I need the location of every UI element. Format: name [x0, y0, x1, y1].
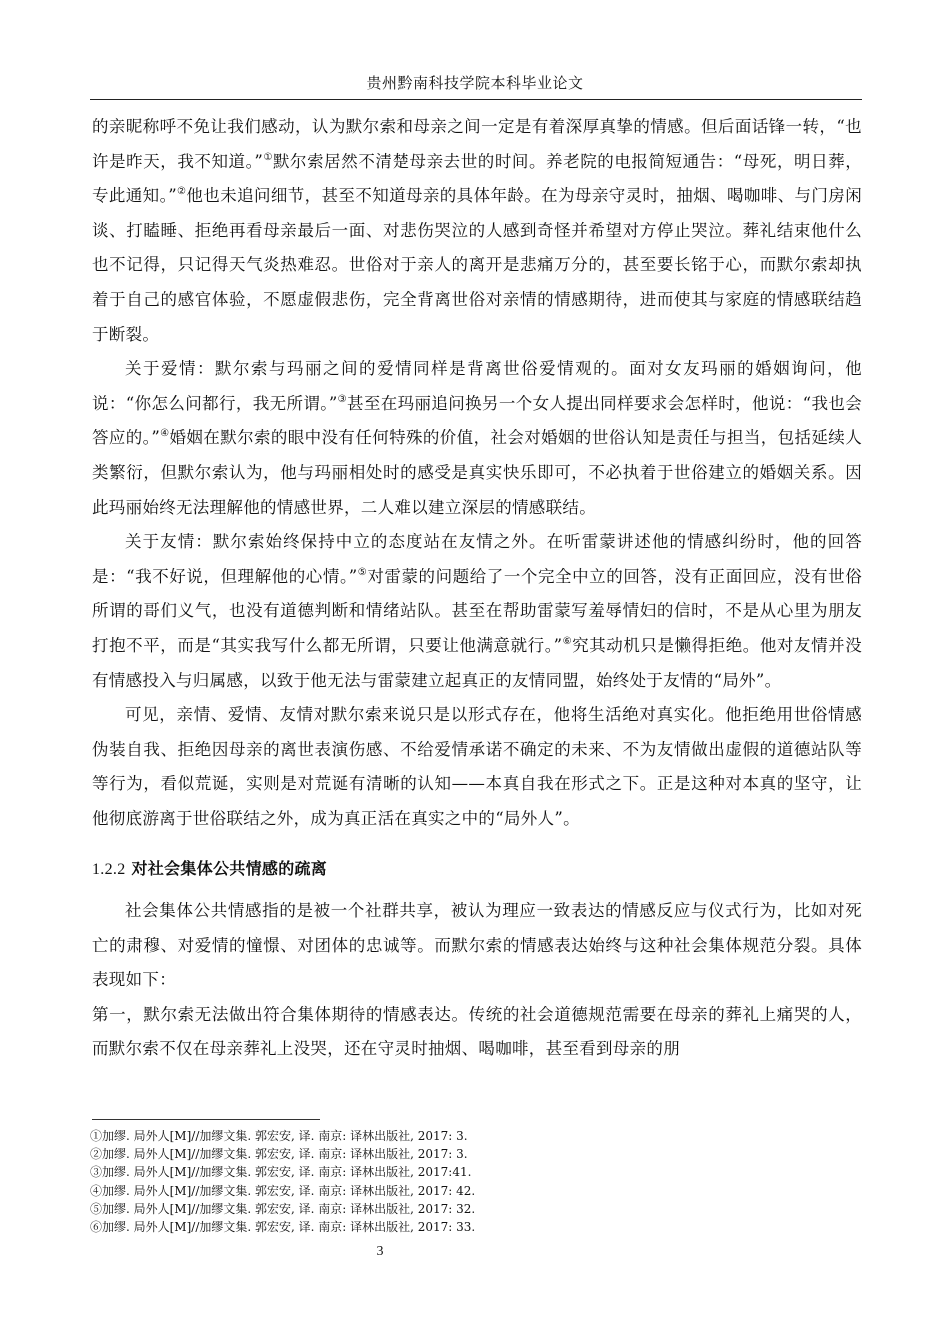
- footnote: ③加缪. 局外人[M]//加缪文集. 郭宏安, 译. 南京: 译林出版社, 2017:41.: [90, 1165, 472, 1180]
- header-rule: [90, 99, 862, 100]
- text-run: 关于爱情：默尔索与玛丽之间的爱情同样是背离世俗爱情观的。面对女友玛丽的婚姻询问，他说：“你怎么问都行，我无所谓。”: [92, 359, 862, 413]
- body-text: [92, 110, 862, 1067]
- footnote: ④加缪. 局外人[M]//加缪文集. 郭宏安, 译. 南京: 译林出版社, 2017: 42.: [90, 1183, 476, 1198]
- paragraph-friendship: [92, 525, 862, 698]
- footnote: ②加缪. 局外人[M]//加缪文集. 郭宏安, 译. 南京: 译林出版社, 2017: 3.: [90, 1147, 468, 1162]
- paragraph-family: [92, 110, 862, 352]
- text-run: 甚至在玛丽追问换另一个女人提出同样要求会怎样时，他说：“我也会答应的。”: [92, 393, 862, 448]
- page-number: 3: [376, 1244, 384, 1259]
- footnote-separator: [92, 1119, 320, 1120]
- footnotes: [90, 1127, 790, 1236]
- footnote-ref[interactable]: ③: [337, 393, 347, 405]
- section-heading: [92, 852, 862, 888]
- footnote: ⑤加缪. 局外人[M]//加缪文集. 郭宏安, 译. 南京: 译林出版社, 2017: 32.: [90, 1201, 476, 1216]
- text-run: 关于友情：默尔索始终保持中立的态度站在友情之外。在听雷蒙讲述他的情感纠纷时，他的回答是：“我不好说，但理解他的心情。”: [92, 532, 862, 586]
- paragraph-first-point: 第一，默尔索无法做出符合集体期待的情感表达。传统的社会道德规范需要在母亲的葬礼上痛哭的人，而默尔索不仅在母亲葬礼上没哭，还在守灵时抽烟、喝咖啡，甚至看到母亲的朋: [92, 1004, 862, 1059]
- paragraph-love: [92, 352, 862, 525]
- section-number: 1.2.2: [92, 861, 126, 879]
- footnote-ref[interactable]: ②: [176, 186, 187, 198]
- footnote: ⑥加缪. 局外人[M]//加缪文集. 郭宏安, 译. 南京: 译林出版社, 2017: 33.: [90, 1220, 476, 1235]
- text-run: 对雷蒙的问题给了一个完全中立的回答，没有正面回应，没有世俗所谓的哥们义气，也没有道德判断和情绪站队。甚至在帮助雷蒙写羞辱情妇的信时，不是从心里为朋友打抱不平，而是“其实我写什么都无所谓，只要让他满意就行。”: [92, 566, 862, 655]
- footnote-ref[interactable]: ①: [263, 151, 273, 163]
- paragraph-collective: 社会集体公共情感指的是被一个社群共享，被认为理应一致表达的情感反应与仪式行为，比如对死亡的肃穆、对爱情的憧憬、对团体的忠诚等。而默尔索的情感表达始终与这种社会集体规范分裂。具体表现如下：: [92, 901, 862, 990]
- running-header: 贵州黔南科技学院本科毕业论文: [366, 74, 584, 92]
- paragraph-summary: 可见，亲情、爱情、友情对默尔索来说只是以形式存在，他将生活绝对真实化。他拒绝用世俗情感伪装自我、拒绝因母亲的离世表演伤感、不给爱情承诺不确定的未来、不为友情做出虚假的道德站队等等行为，看似荒诞，实则是对荒诞有清晰的认知——本真自我在形式之下。正是这种对本真的坚守，让他彻底游离于世俗联结之外，成为真正活在真实之中的“局外人”。: [92, 705, 862, 828]
- footnote: ①加缪. 局外人[M]//加缪文集. 郭宏安, 译. 南京: 译林出版社, 2017: 3.: [90, 1129, 468, 1143]
- text-run: 默尔索居然不清楚母亲去世的时间。养老院的电报简短通告：“母死，明日葬，专此通知。”: [92, 151, 863, 206]
- footnote-ref[interactable]: ④: [160, 428, 170, 440]
- text-run: 他也未追问细节，甚至不知道母亲的具体年龄。在为母亲守灵时，抽烟、喝咖啡、与门房闲谈、打瞌睡、拒绝再看母亲最后一面、对悲伤哭泣的人感到奇怪并希望对方停止哭泣。葬礼结束他什么也不记得，只记得天气炎热难忍。世俗对于亲人的离开是悲痛万分的，甚至要长铭于心，而默尔索却执着于自己的感官体验，不愿虚假悲伤，完全背离世俗对亲情的情感期待，进而使其与家庭的情感联结趋于断裂。: [92, 186, 862, 344]
- text-run: 的亲昵称呼不免让我们感动，认为默尔索和母亲之间一定是有着深厚真挚的情感。但后面话锋一转，“也许是昨天，我不知道。”: [92, 117, 862, 171]
- footnote-ref[interactable]: ⑥: [562, 635, 573, 647]
- footnote-ref[interactable]: ⑤: [357, 566, 368, 578]
- section-title: 对社会集体公共情感的疏离: [131, 859, 328, 879]
- text-run: 婚姻在默尔索的眼中没有任何特殊的价值，社会对婚姻的世俗认知是责任与担当，包括延续人类繁衍，但默尔索认为，他与玛丽相处时的感受是真实快乐即可，不必执着于世俗建立的婚姻关系。因此玛丽始终无法理解他的情感世界，二人难以建立深层的情感联结。: [92, 428, 862, 517]
- text-run: 究其动机只是懒得拒绝。他对友情并没有情感投入与归属感，以致于他无法与雷蒙建立起真正的友情同盟，始终处于友情的“局外”。: [92, 635, 863, 690]
